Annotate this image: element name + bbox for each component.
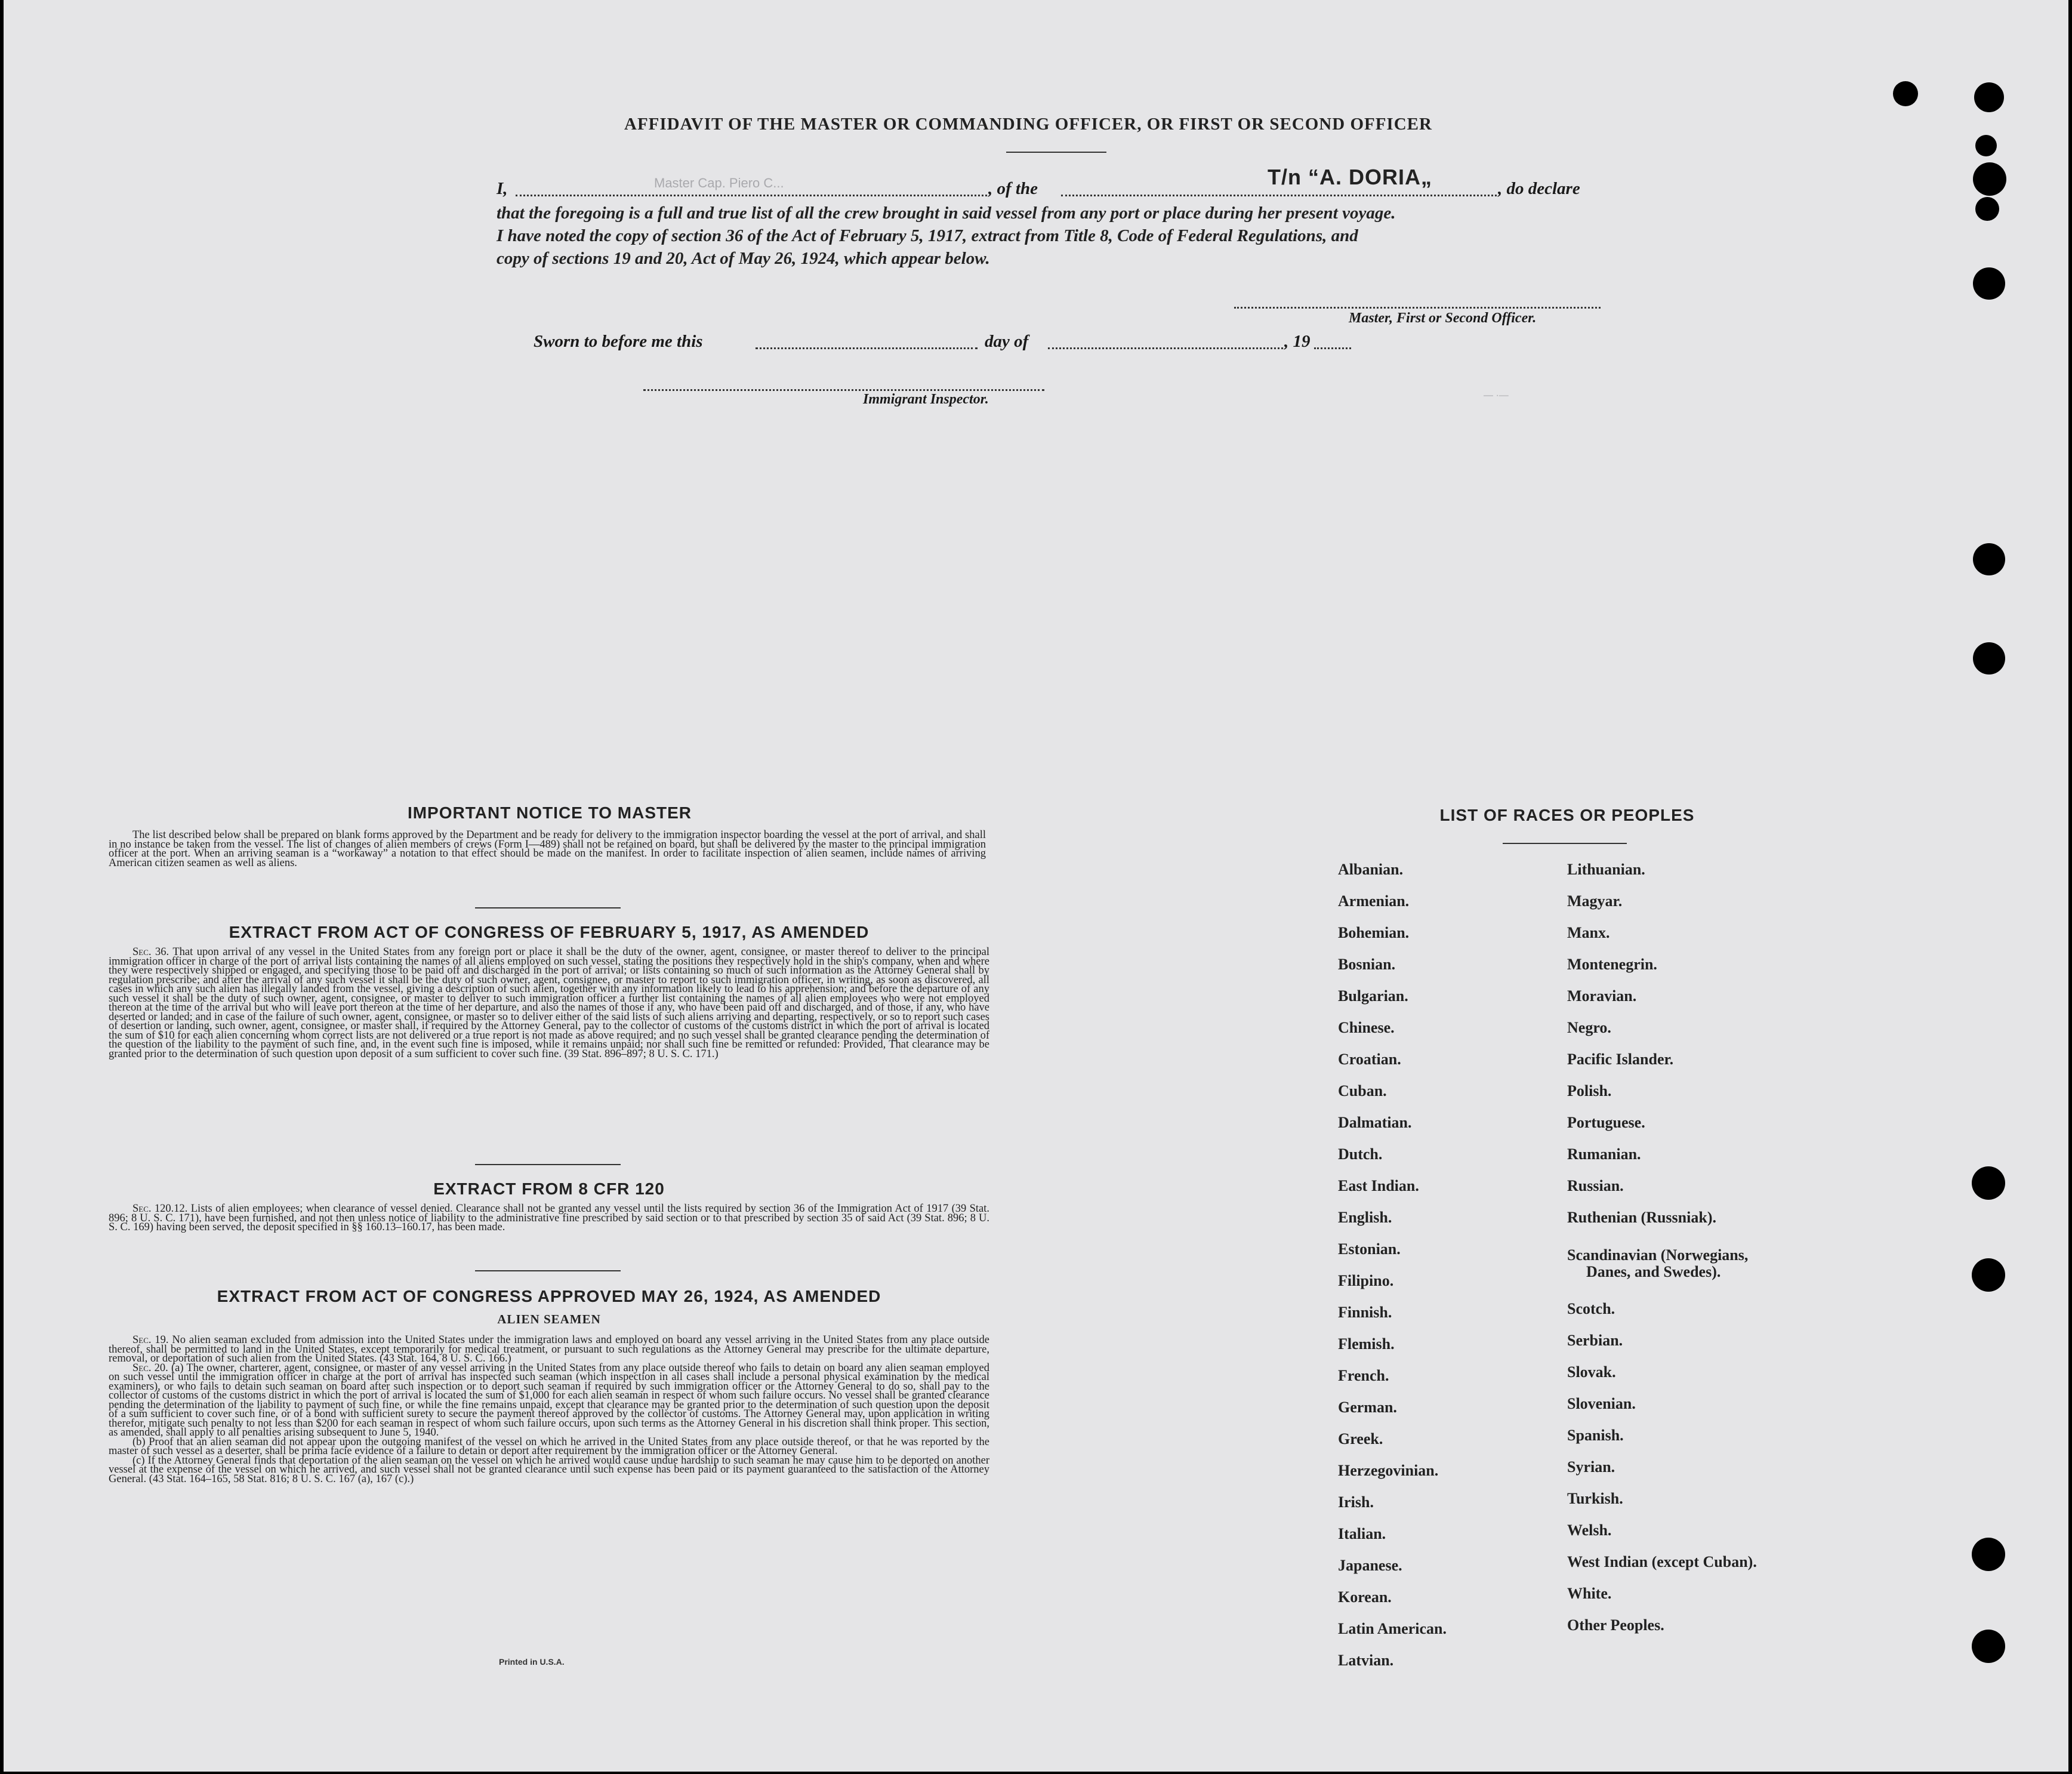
extract-cfr-text: Lists of alien employees; when clearance of vessel denied. Clearance shall not be granted any vessel until the lists required by section 36 of the Immigration Act of 1917 (39 Stat. 896; 8 U. S. C. 171), have been furnished, and not then unless notice of liability to the administrative fine prescribed by said section or to that prescribed by section 35 of said Act (39 Stat. 896; 8 U. S. C. 169) having been served, the deposit specified in §§ 160.13–160.17, has been made. <box>109 1203 989 1233</box>
race-item: Pacific Islander. <box>1567 1051 1674 1068</box>
race-item: Bohemian. <box>1338 924 1410 941</box>
race-item: Latin American. <box>1338 1620 1447 1637</box>
race-item: Russian. <box>1567 1177 1624 1194</box>
race-item: Bulgarian. <box>1338 987 1408 1005</box>
race-item: Welsh. <box>1567 1522 1612 1539</box>
race-item: Montenegrin. <box>1567 956 1657 973</box>
race-item: Lithuanian. <box>1567 861 1645 878</box>
race-item: Negro. <box>1567 1019 1611 1036</box>
sec-19-text: No alien seaman excluded from admission into the United States under the immigration laws and employed on board any vessel arriving in the United States from any place outside thereof, shall be permitted to land in the United States, except temporarily for medical treatment, or pursuant to such regulations as the Attorney General may prescribe for the ultimate departure, removal, or deportation of such alien from the United States. (43 Stat. 164, 8 U. S. C. 166.) <box>109 1334 990 1365</box>
binder-hole-icon <box>1973 642 2005 675</box>
races-heading: LIST OF RACES OR PEOPLES <box>1439 806 1695 824</box>
race-item: Other Peoples. <box>1567 1616 1664 1634</box>
race-item: Portuguese. <box>1567 1114 1645 1131</box>
race-item: Italian. <box>1338 1525 1386 1542</box>
binder-hole-icon <box>1972 1166 2005 1200</box>
race-item: Danes, and Swedes). <box>1586 1263 1721 1280</box>
sec-20b-paragraph: (b) Proof that an alien seaman did not appear upon the outgoing manifest of the vessel on which he arrived in the United States from any place outside thereof, or that he was reported by the master of such vessel as a deserter, shall be prima facie evidence of a failure to detain or deport after requirement by the immigration officer or the Attorney General. <box>109 1436 989 1457</box>
race-item: Syrian. <box>1567 1458 1615 1476</box>
race-item: English. <box>1338 1209 1392 1226</box>
race-item: Filipino. <box>1338 1272 1394 1289</box>
races-divider <box>1503 843 1627 844</box>
race-item: Turkish. <box>1567 1490 1623 1507</box>
master-signature-label: Master, First or Second Officer. <box>1349 310 1537 326</box>
declaration-line-3: I have noted the copy of section 36 of the Act of February 5, 1917, extract from Title 8, Code of Federal Regulations, and <box>497 226 1358 245</box>
race-item: Serbian. <box>1567 1332 1623 1349</box>
sworn-year-line <box>1314 347 1351 349</box>
inspector-signature-line <box>643 389 1044 391</box>
sec-19-label: Sec. 19. <box>132 1334 169 1346</box>
do-declare-label: , do declare <box>1498 179 1580 198</box>
name-faint-text: Master Cap. Piero C... <box>654 175 784 190</box>
race-item: Herzegovinian. <box>1338 1462 1439 1479</box>
year-prefix-label: , 19 <box>1284 332 1311 351</box>
race-item: Bosnian. <box>1338 956 1396 973</box>
race-item: Japanese. <box>1338 1557 1402 1574</box>
notice-divider <box>475 907 621 908</box>
vessel-line <box>1061 195 1497 196</box>
sworn-day-line <box>756 347 978 349</box>
race-item: Armenian. <box>1338 892 1410 910</box>
race-item: White. <box>1567 1585 1612 1602</box>
race-item: Albanian. <box>1338 861 1404 878</box>
binder-hole-icon <box>1973 543 2005 575</box>
race-item: Manx. <box>1567 924 1610 941</box>
sec-20-paragraph <box>109 1364 989 1438</box>
race-item: Magyar. <box>1567 892 1623 910</box>
race-item: Rumanian. <box>1567 1145 1641 1163</box>
scan-mark: — ·— <box>1484 390 1509 401</box>
extract-1917-text: That upon arrival of any vessel in the United States from any foreign port or place it shall be the duty of the owner, agent, consignee, or master thereof to deliver to the principal immigration officer in charge of the port of arrival lists containing the names of all aliens employed on such vessel, stating the positions they respectively hold in the ship's company, when and where they were respectively shipped or engaged, and specifying those to be paid off and discharged in the port of arrival; or lists containing so much of such information as the Attorney General shall by regulation prescribe; and after the arrival of any such vessel it shall be the duty of such owner, agent, consignee, or master to report to such immigration officer, in writing, as soon as discovered, all cases in which any such alien has illegally landed from the vessel, giving a description of such alien, together with any information likely to lead to his apprehension; and before the departure of any such vessel it shall be the duty of such owner, agent, consignee, or master to deliver to such immigration officer a further list containing the names of all alien employees who were not employed thereon at the time of the arrival but who will leave port thereon at the time of her departure, and also the names of those if any, who have been paid off and discharged, and of those, if any, who have deserted or landed; and in case of the failure of such owner, agent, consignee, or master so to deliver either of the said lists of such aliens arriving and departing, respectively, or so to report such cases of desertion or landing, such owner, agent, consignee, or master shall, if required by the Attorney General, pay to the collector of customs of the customs district in which the port of arrival is located the sum of $10 for each alien concerning whom correct lists are not delivered or a true report is not made as above required; and no such vessel shall be granted clearance pending the determination of the question of the liability to the payment of such fine, and, in the event such fine is imposed, while it remains unpaid; nor shall such fine be remitted or refunded: Provided, That clearance may be granted prior to the determination of such question upon deposit of a sum sufficient to cover such fine. (39 Stat. 896–897; 8 U. S. C. 171.) <box>109 946 989 1060</box>
extract-1917-divider <box>475 1164 621 1165</box>
extract-1924-body <box>109 1336 989 1484</box>
race-item: Slovak. <box>1567 1363 1616 1381</box>
alien-seamen-subheading: ALIEN SEAMEN <box>497 1312 601 1326</box>
affidavit-title: AFFIDAVIT OF THE MASTER OR COMMANDING OFFICER, OR FIRST OR SECOND OFFICER <box>624 115 1432 134</box>
sworn-month-line <box>1048 347 1283 349</box>
race-item: Polish. <box>1567 1082 1612 1099</box>
race-item: Estonian. <box>1338 1240 1401 1258</box>
sec-19-paragraph <box>109 1336 989 1364</box>
binder-hole-icon <box>1974 82 2004 112</box>
binder-hole-icon <box>1972 1258 2005 1292</box>
race-item: Latvian. <box>1338 1652 1394 1669</box>
notice-body: The list described below shall be prepared on blank forms approved by the Department and be ready for delivery to the immigration inspector boarding the vessel at the port of arrival, and shall in no instance be taken from the vessel. The list of changes of alien members of crews (Form I—489) shall not be retained on board, but shall be delivered by the master to the principal immigration officer at the port. When an arriving seaman is a “workaway” a notation to that effect should be made on the manifest. In order to facilitate inspection of alien seamen, include names of arriving American citizen seamen as well as aliens. <box>109 829 986 869</box>
binder-hole-icon <box>1973 162 2006 196</box>
race-item: Cuban. <box>1338 1082 1387 1099</box>
race-item: Korean. <box>1338 1588 1392 1606</box>
title-underline <box>1006 152 1106 153</box>
extract-1917-body <box>109 948 989 1059</box>
binder-hole-icon <box>1973 267 2005 300</box>
i-label: I, <box>497 179 508 198</box>
race-item: Dutch. <box>1338 1145 1383 1163</box>
race-item: Irish. <box>1338 1493 1374 1511</box>
binder-hole-icon <box>1975 197 1999 221</box>
race-item: Chinese. <box>1338 1019 1395 1036</box>
race-item: Flemish. <box>1338 1335 1395 1353</box>
sec-20c-paragraph: (c) If the Attorney General finds that deportation of the alien seaman on the vessel on which he arrived would cause undue hardship to such seaman he may cause him to be deported on another vessel at the expense of the vessel on which he arrived, and such vessel shall not be granted clearance until such expense has been paid or its payment guaranteed to the satisfaction of the Attorney General. (43 Stat. 164–165, 58 Stat. 816; 8 U. S. C. 167 (a), 167 (c).) <box>109 1454 989 1485</box>
extract-cfr-heading: EXTRACT FROM 8 CFR 120 <box>433 1179 665 1198</box>
vessel-name-stamp: T/n “A. DORIA„ <box>1268 165 1432 189</box>
race-item: Slovenian. <box>1567 1395 1636 1412</box>
race-item: French. <box>1338 1367 1389 1384</box>
race-item: Ruthenian (Russniak). <box>1567 1209 1716 1226</box>
race-item: Moravian. <box>1567 987 1637 1005</box>
inspector-signature-label: Immigrant Inspector. <box>863 392 989 407</box>
notice-heading: IMPORTANT NOTICE TO MASTER <box>407 803 692 822</box>
extract-cfr-section: Sec. 120.12. <box>132 1203 188 1215</box>
race-item: Croatian. <box>1338 1051 1401 1068</box>
binder-hole-icon <box>1972 1538 2005 1571</box>
extract-1917-heading: EXTRACT FROM ACT OF CONGRESS OF FEBRUARY 5, 1917, AS AMENDED <box>229 923 870 941</box>
binder-hole-icon <box>1975 135 1997 156</box>
sec-20a-text: (a) The owner, charterer, agent, consignee, or master of any vessel arriving in the United States from any place outside thereof who fails to detain on board any alien seaman employed on such vessel until the immigration officer in charge at the port of arrival has inspected such seaman (which inspection in all cases shall include a personal physical examination by the medical examiners), or who fails to detain such seaman on board after such inspection or to deport such seaman if required by such immigration officer or the Attorney General to do so, shall pay to the collector of customs of the customs district in which the port of arrival is located the sum of $1,000 for each alien seaman in respect of whom such failure occurs. No vessel shall be granted clearance pending the determination of the liability to payment of such fine, or while the fine remains unpaid, except that clearance may be granted prior to the determination of such question upon the deposit of a sum sufficient to cover such fine, or of a bond with sufficient surety to secure the payment thereof approved by the collector of customs. The Attorney General may, upon application in writing therefor, mitigate such penalty to not less than $200 for each seaman in respect of whom such failure occurs, upon such terms as the Attorney General in his discretion shall think proper. This section, as amended, shall apply to all penalties arising subsequent to June 5, 1940. <box>109 1362 990 1439</box>
extract-1924-heading: EXTRACT FROM ACT OF CONGRESS APPROVED MAY 26, 1924, AS AMENDED <box>217 1287 881 1305</box>
race-item: Scandinavian (Norwegians, <box>1567 1246 1749 1264</box>
extract-cfr-body <box>109 1205 989 1233</box>
extract-cfr-divider <box>475 1270 621 1271</box>
day-of-label: day of <box>985 332 1029 351</box>
master-signature-line <box>1234 307 1601 309</box>
race-item: Scotch. <box>1567 1300 1615 1317</box>
race-item: West Indian (except Cuban). <box>1567 1553 1757 1570</box>
race-item: Finnish. <box>1338 1304 1392 1321</box>
name-line <box>516 195 987 196</box>
of-the-label: , of the <box>988 179 1038 198</box>
race-item: Dalmatian. <box>1338 1114 1412 1131</box>
sec-20-label: Sec. 20. <box>132 1362 168 1374</box>
binder-hole-icon <box>1893 81 1918 106</box>
race-item: German. <box>1338 1399 1397 1416</box>
printed-in-usa: Printed in U.S.A. <box>499 1657 565 1667</box>
race-item: East Indian. <box>1338 1177 1419 1194</box>
sworn-label: Sworn to before me this <box>534 332 703 351</box>
race-item: Greek. <box>1338 1430 1383 1447</box>
binder-hole-icon <box>1972 1630 2005 1663</box>
document-page <box>4 0 2068 1772</box>
extract-1917-section: Sec. 36. <box>132 946 169 958</box>
declaration-line-4: copy of sections 19 and 20, Act of May 26, 1924, which appear below. <box>497 249 990 268</box>
race-item: Spanish. <box>1567 1427 1624 1444</box>
declaration-line-2: that the foregoing is a full and true list of all the crew brought in said vessel from any port or place during her present voyage. <box>497 204 1396 223</box>
